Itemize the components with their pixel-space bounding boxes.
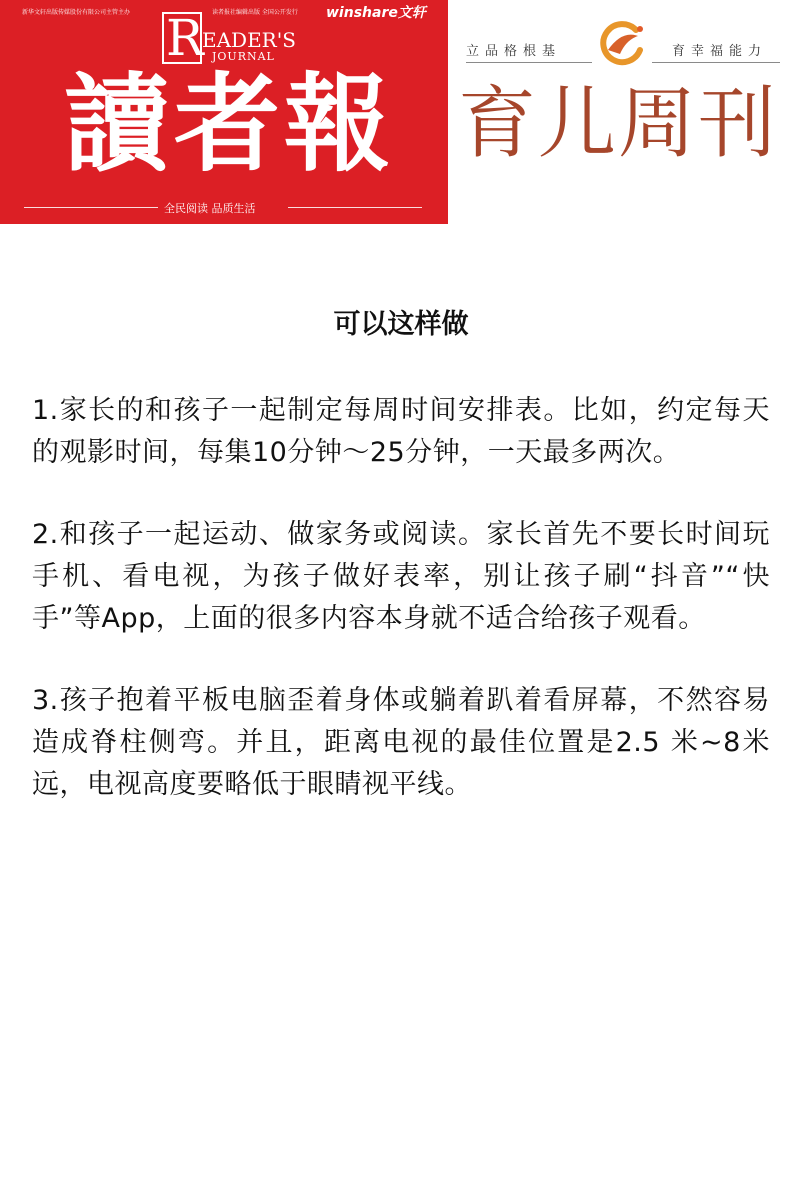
- readers-journal-logo: [162, 9, 302, 68]
- winshare-logo: winshare文轩: [326, 5, 426, 21]
- logo-journal: JOURNAL: [212, 50, 275, 63]
- edition-note: 读者报社编辑出版 全国公开发行: [212, 9, 298, 16]
- brand-title: 育儿周刊: [458, 79, 779, 169]
- parenting-weekly-brand: [458, 16, 788, 176]
- calligraphy-title: 讀者報: [64, 61, 394, 186]
- sun-bird-emblem-icon: [596, 20, 648, 72]
- logo-english: EADER'S: [202, 28, 296, 52]
- page-header: [0, 0, 800, 225]
- brand-tagline-right: 育幸福能力: [672, 44, 768, 59]
- slogan-divider-right: [288, 207, 422, 208]
- article-paragraph: 2.和孩子一起运动、做家务或阅读。家长首先不要长时间玩手机、看电视，为孩子做好表率，别让孩子刷“抖音”“快手”等App，上面的很多内容本身就不适合给孩子观看。: [32, 519, 770, 634]
- article-paragraph: 3.孩子抱着平板电脑歪着身体或躺着趴着看屏幕，不然容易造成脊柱侧弯。并且，距离电视的最佳位置是2.5 米~8米远，电视高度要略低于眼睛视平线。: [32, 685, 770, 800]
- article-paragraph: 1.家长的和孩子一起制定每周时间安排表。比如，约定每天的观影时间，每集10分钟～25分钟，一天最多两次。: [32, 395, 770, 468]
- tagline-rule-right: [652, 62, 780, 63]
- slogan-divider-left: [24, 207, 158, 208]
- brand-tagline-left: 立品格根基: [466, 44, 562, 59]
- article-heading: 可以这样做: [333, 309, 469, 340]
- tagline-rule-left: [466, 62, 592, 63]
- logo-initial: R: [166, 9, 204, 67]
- readers-journal-banner: [0, 0, 448, 224]
- article-body: [32, 300, 770, 846]
- banner-slogan: 全民阅读 品质生活: [164, 202, 256, 215]
- publisher-note: 新华文轩出版传媒股份有限公司主管主办: [22, 9, 131, 16]
